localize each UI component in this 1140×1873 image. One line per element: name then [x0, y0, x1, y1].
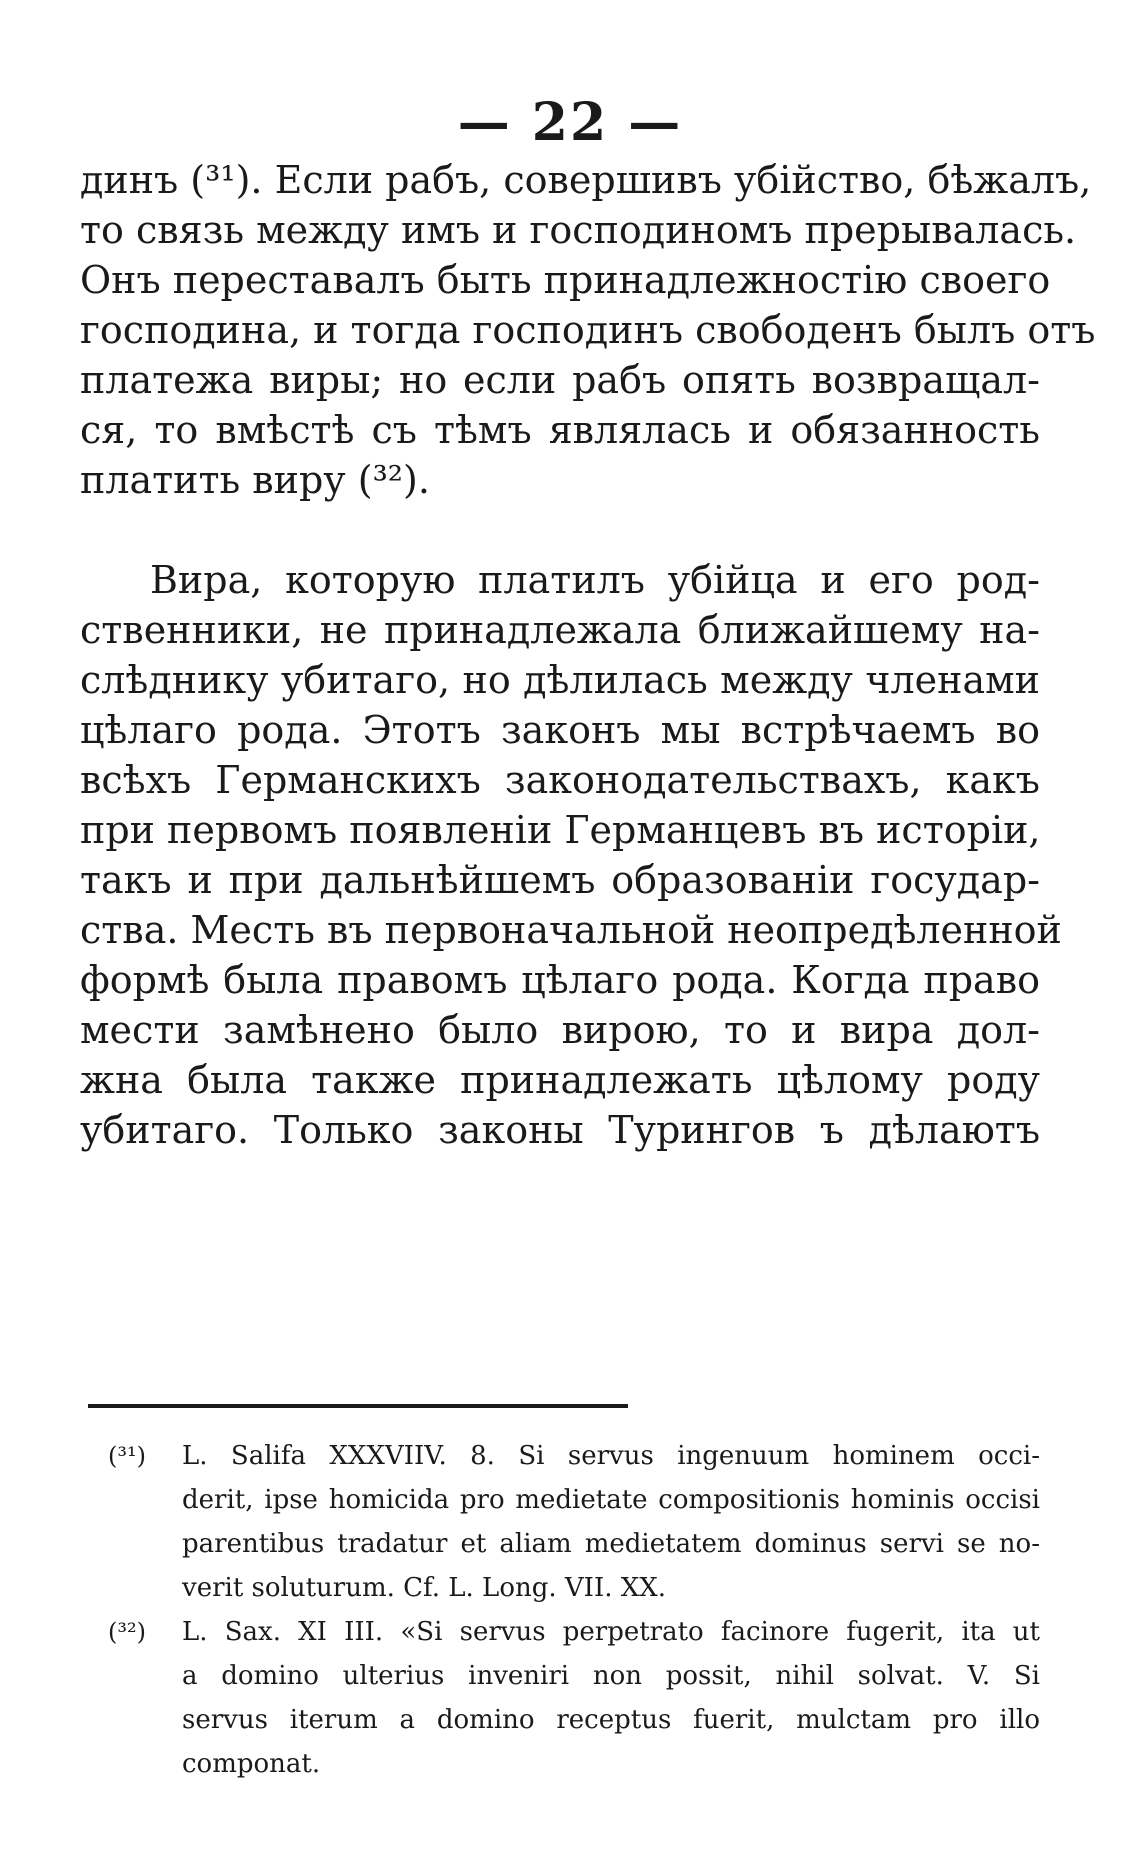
text-line: такъ и при дальнѣйшемъ образованіи государ-: [80, 858, 1040, 902]
footnote-line: componat.: [182, 1749, 321, 1779]
text-line: мести замѣнено было вирою, то и вира дол-: [80, 1008, 1040, 1052]
footnote-line: L. Salifa XXXVIIV. 8. Si servus ingenuum hominem occi-: [182, 1441, 1040, 1471]
footnote-divider: [88, 1404, 628, 1408]
footnote-line: servus iterum a domino receptus fuerit, mulctam pro illo: [182, 1705, 1040, 1735]
text-line: убитаго. Только законы Турингов ъ дѣлаютъ: [80, 1108, 1040, 1152]
text-line: то связь между имъ и господиномъ прерывалась.: [80, 208, 1077, 252]
page-number: — 22 —: [457, 92, 683, 153]
text-line: ся, то вмѣстѣ съ тѣмъ являлась и обязанность: [80, 408, 1040, 452]
text-line: динъ (³¹). Если рабъ, совершивъ убійство, бѣжалъ,: [80, 158, 1092, 202]
text-line: цѣлаго рода. Этотъ законъ мы встрѣчаемъ во: [80, 708, 1040, 752]
text-line: при первомъ появленіи Германцевъ въ исторіи,: [80, 808, 1041, 852]
text-line: жна была также принадлежать цѣлому роду: [80, 1058, 1040, 1102]
footnote-mark: (³¹): [108, 1442, 146, 1470]
footnote-line: derit, ipse homicida pro medietate compositionis hominis occisi: [182, 1485, 1040, 1515]
text-line: формѣ была правомъ цѣлаго рода. Когда право: [80, 958, 1040, 1002]
text-line: платить виру (³²).: [80, 458, 430, 502]
footnote-line: verit soluturum. Cf. L. Long. VII. XX.: [182, 1573, 667, 1603]
footnote-line: a domino ulterius inveniri non possit, nihil solvat. V. Si: [182, 1661, 1040, 1691]
text-line: слѣднику убитаго, но дѣлилась между членами: [80, 658, 1040, 702]
text-line: платежа виры; но если рабъ опять возвращал-: [80, 358, 1040, 402]
text-line: всѣхъ Германскихъ законодательствахъ, какъ: [80, 758, 1040, 802]
text-line: ственники, не принадлежала ближайшему на-: [80, 608, 1040, 652]
text-line: господина, и тогда господинъ свободенъ былъ отъ: [80, 308, 1096, 352]
text-line: Онъ переставалъ быть принадлежностію своего: [80, 258, 1051, 302]
text-line: Вира, которую платилъ убійца и его род-: [150, 558, 1040, 602]
text-line: ства. Месть въ первоначальной неопредѣленной: [80, 908, 1062, 952]
footnote-mark: (³²): [108, 1618, 146, 1646]
footnote-line: parentibus tradatur et aliam medietatem dominus servi se no-: [182, 1529, 1040, 1559]
footnote-line: L. Sax. XI III. «Si servus perpetrato facinore fugerit, ita ut: [182, 1617, 1040, 1647]
